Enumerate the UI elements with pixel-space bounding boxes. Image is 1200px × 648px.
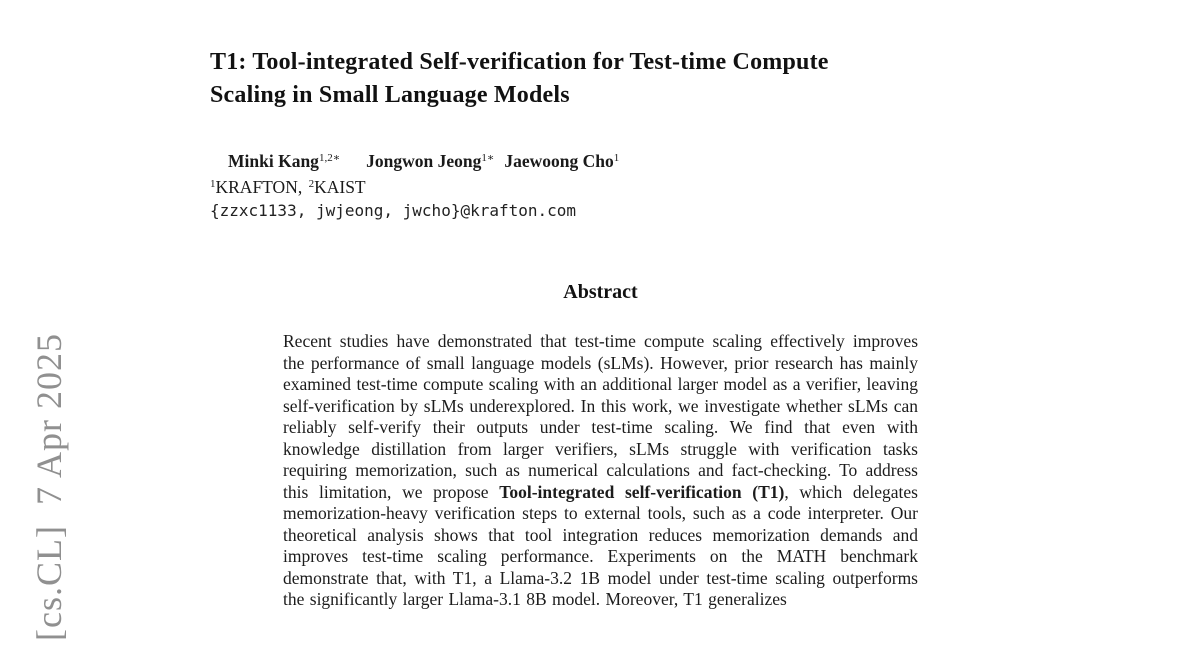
affiliation-2-name: KAIST [314,177,366,197]
paper-title [210,46,829,112]
author-2-name: Jongwon Jeong [366,151,482,171]
paper-title-line-2: Scaling in Small Language Models [210,82,570,108]
affiliation-1-marker: 1 [210,178,216,190]
author-3-affiliation-marker: 1 [613,152,620,164]
affiliation-line [210,175,368,199]
author-1 [228,149,340,174]
author-3 [504,149,619,174]
contact-email-line: {zzxc1133, jwjeong, jwcho}@krafton.com [210,201,577,220]
abstract-text-part-2: , which delegates memorization-heavy verification steps to external tools, such as a code interpreter. Our theoretical analysis shows that tool integration reduces memorization demands and improves test-time scaling performance. Experiments on the MATH benchmark demonstrate that, with T1, a Llama-3.2 1B model under test-time scaling outperforms the significantly larger Llama-3.1 8B model. Moreover, T1 generalizes [283,481,918,609]
abstract-text [283,331,918,611]
abstract-heading: Abstract [563,281,638,303]
author-1-affiliation-marker: 1,2∗ [318,152,341,164]
affiliation-1-name: KRAFTON, [215,177,303,197]
abstract-text-part-1: Recent studies have demonstrated that test-time compute scaling effectively improves the performance of small language models (sLMs). However, prior research has mainly examined test-time compute scaling with an additional larger model as a verifier, leaving self-verification by sLMs underexplored. In this work, we investigate whether sLMs can reliably self-verify their outputs under test-time scaling. We find that even with knowledge distillation from larger verifiers, sLMs struggle with verification tasks requiring memorization, such as numerical calculations and fact-checking. To address this limitation, we propose [283,331,918,502]
author-2 [366,149,494,174]
author-3-name: Jaewoong Cho [504,151,614,171]
author-2-affiliation-marker: 1∗ [481,152,495,164]
affiliation-2-marker: 2 [308,178,315,190]
arxiv-watermark: [cs.CL] 7 Apr 2025 [29,333,69,641]
author-1-name: Minki Kang [228,151,319,171]
paper-title-line-1: T1: Tool-integrated Self-verification for Test-time Compute [210,49,829,75]
abstract-bold-phrase: Tool-integrated self-verification (T1) [499,481,785,502]
author-list [228,149,619,174]
